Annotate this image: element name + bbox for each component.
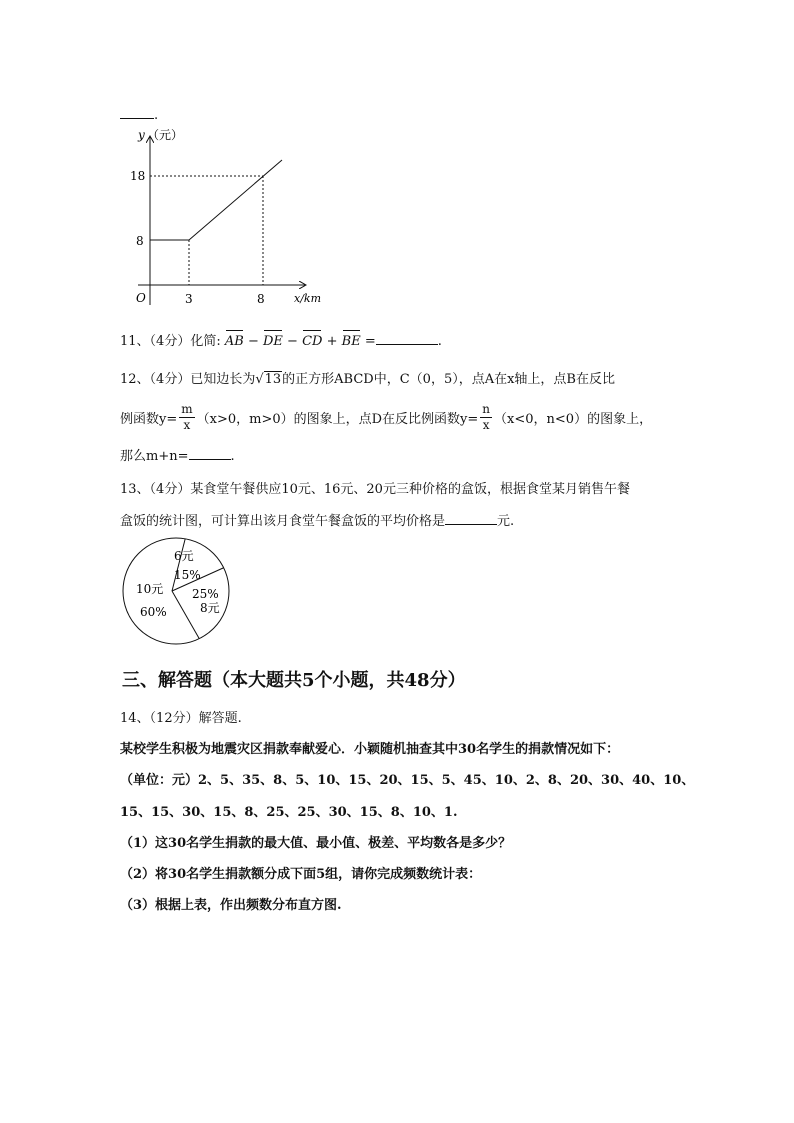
pie-slice-boundary-6 — [172, 539, 185, 591]
slice-label-8-pct: 25% — [192, 587, 219, 601]
vector-cd: CD — [302, 334, 323, 349]
question-12-line-3 — [120, 445, 235, 464]
answer-blank — [376, 332, 438, 345]
question-11 — [120, 330, 442, 349]
vector-ab: AB — [224, 334, 244, 349]
q14-title: 14、（12分）解答题. — [120, 711, 242, 726]
y-tick-8: 8 — [136, 234, 144, 248]
frac1-numerator: m — [181, 402, 193, 416]
sqrt-13: √13 — [255, 372, 282, 387]
q14-subquestion-2: （2）将30名学生捐款额分成下面5组，请你完成频数统计表： — [120, 867, 482, 882]
answer-blank — [189, 447, 231, 460]
frac2-denominator: x — [482, 418, 490, 432]
answer-blank — [120, 106, 154, 119]
slice-label-8-name: 8元 — [200, 601, 220, 615]
q14-subquestion-1: （1）这30名学生捐款的最大值、最小值、极差、平均数各是多少？ — [120, 836, 512, 851]
q11-op1: − — [247, 334, 259, 349]
slice-label-10-name: 10元 — [136, 582, 164, 596]
top-blank-fragment — [120, 106, 158, 123]
slice-label-6-name: 6元 — [174, 549, 194, 563]
y-axis-unit: （元） — [147, 128, 184, 142]
x-tick-8: 8 — [257, 292, 265, 306]
q11-op3: + — [326, 334, 338, 349]
q11-equals: = — [364, 334, 376, 349]
x-axis-label: x/km — [294, 292, 322, 305]
answer-blank — [445, 512, 497, 525]
q11-op2: − — [287, 334, 298, 349]
q13-text-1: 13、（4分）某食堂午餐供应10元、16元、20元三种价格的盒饭，根据食堂某月销售午餐 — [120, 482, 630, 497]
q13-end: 元. — [497, 514, 515, 529]
slice-label-6-pct: 15% — [174, 568, 201, 582]
q14-paragraph-1: 某校学生积极为地震灾区捐款奉献爱心．小颖随机抽查其中30名学生的捐款情况如下： — [120, 742, 620, 757]
y-axis-label: y — [138, 128, 145, 142]
x-tick-3: 3 — [185, 292, 193, 306]
q11-end: . — [437, 334, 442, 349]
y-tick-18: 18 — [130, 169, 146, 183]
q11-prefix: 11、（4分）化简: — [120, 334, 221, 349]
price-distance-graph — [120, 125, 340, 315]
q14-paragraph-2: （单位：元）2、5、35、8、5、10、15、20、15、5、45、10、2、8、20、30、40、10、 — [120, 773, 695, 788]
q12-text-b: 的正方形ABCD中，C（0，5），点A在x轴上，点B在反比 — [282, 372, 615, 387]
rising-segment — [189, 160, 282, 240]
q12-text-e: 那么m+n= — [120, 449, 189, 464]
q12-text-a: 12、（4分）已知边长为 — [120, 372, 256, 387]
pie-chart — [118, 533, 238, 653]
question-12-line-1 — [120, 368, 615, 387]
q12-func-m-label: 例函数y= — [120, 412, 178, 427]
q14-subquestion-3: （3）根据上表，作出频数分布直方图. — [120, 898, 342, 913]
sqrt-radicand: 13 — [264, 372, 282, 387]
vector-de: DE — [262, 334, 283, 349]
frac2-numerator: n — [482, 402, 491, 416]
slice-label-10-pct: 60% — [140, 605, 167, 619]
fraction-m-over-x — [179, 402, 194, 433]
top-period: . — [154, 108, 159, 123]
q12-end: . — [230, 449, 235, 464]
question-13-line-1 — [120, 478, 630, 497]
q13-text-2: 盒饭的统计图，可计算出该月食堂午餐盒饭的平均价格是 — [120, 514, 446, 529]
question-13-line-2 — [120, 510, 514, 529]
fraction-n-over-x — [480, 402, 492, 433]
q14-paragraph-3: 15、15、30、15、8、25、25、30、15、8、10、1. — [120, 805, 458, 820]
origin-label: O — [136, 291, 146, 305]
q12-text-c: （x>0，m>0）的图象上，点D在反比例函数y= — [196, 412, 479, 427]
frac1-denominator: x — [183, 418, 191, 432]
q12-text-d: （x<0，n<0）的图象上， — [494, 412, 653, 427]
section-heading: 三、解答题（本大题共5个小题，共48分） — [122, 670, 466, 691]
question-12-line-2 — [120, 402, 652, 433]
vector-be: BE — [341, 334, 361, 349]
